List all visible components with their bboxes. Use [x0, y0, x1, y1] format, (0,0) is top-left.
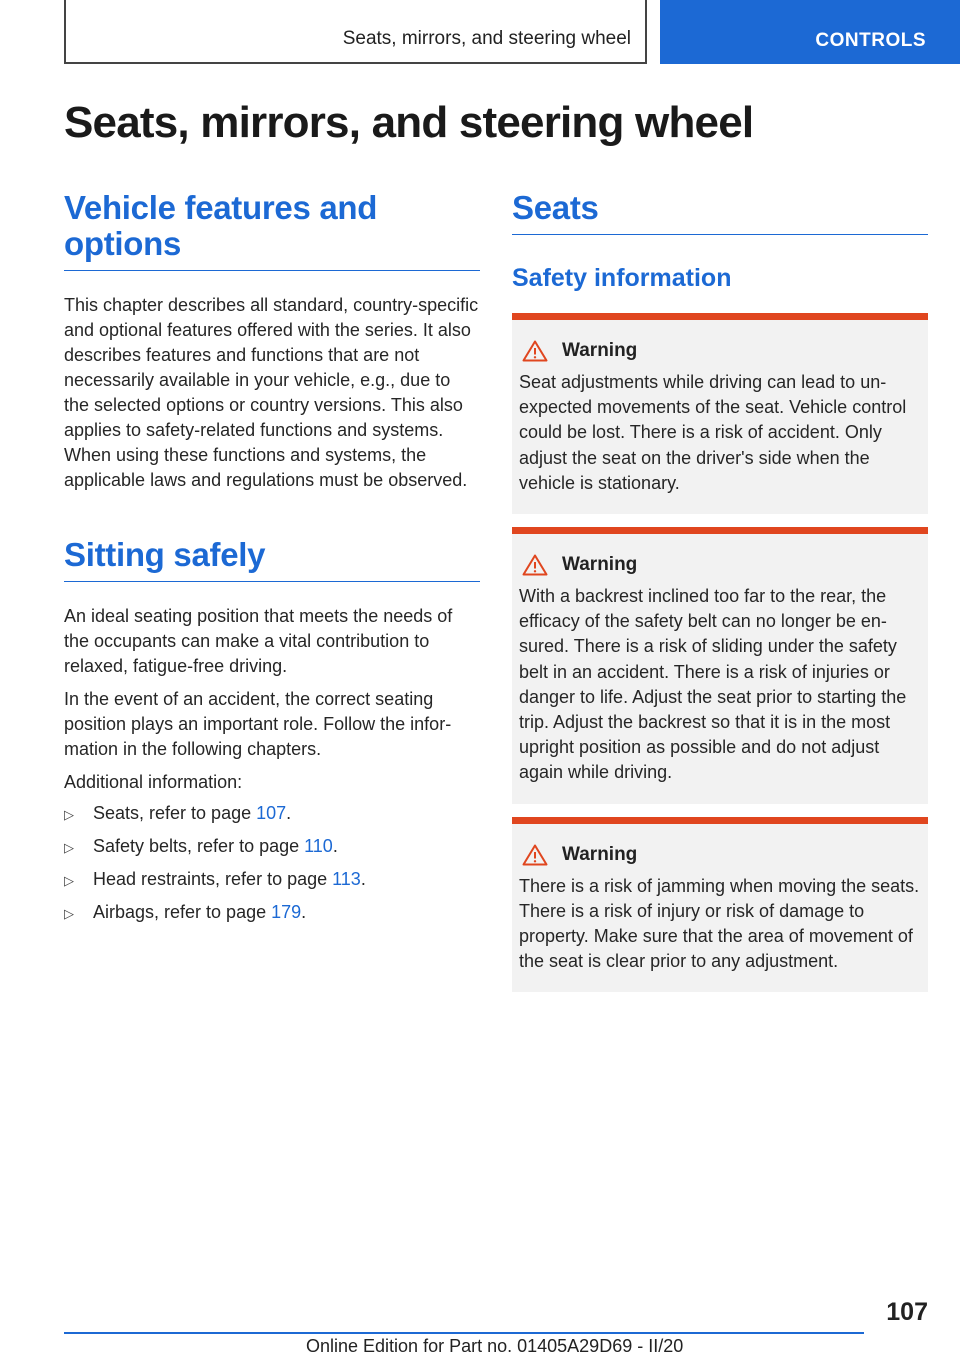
warning-title: Warning [562, 554, 638, 576]
warning-text: There is a risk of jamming when moving the seats. There is a risk of injury or risk of damage to property. Make sure that the area of movement of the seat is clear prior to any adjustment. [519, 875, 920, 972]
list-item-text: Safety belts, refer to page [93, 836, 305, 856]
page-link[interactable]: 110 [304, 836, 333, 856]
right-column [512, 190, 928, 992]
warning-triangle-icon [522, 554, 548, 576]
list-item-text: Airbags, refer to page [93, 902, 272, 922]
section-tab-label: CONTROLS [815, 30, 926, 51]
additional-info-label: Additional information: [64, 772, 243, 792]
warning-box [512, 527, 928, 804]
sitting-paragraph-2: In the event of an accident, the correct seating position plays an important role. Follow the information in the following chapters. [64, 689, 452, 759]
warning-text: With a backrest inclined too far to the rear, the efficacy of the safety belt can no longer be ensured. There is a risk of sliding under the safety belt in an accident. There is a risk of injuries or danger to life. Adjust the seat prior to starting the trip. Adjust the backrest so that it is in the most upright position as possible and do not adjust again while driving. [519, 586, 907, 783]
list-item-text: Seats, refer to page [93, 803, 257, 823]
warning-box [512, 313, 928, 514]
section-tab [660, 0, 960, 64]
warning-title: Warning [562, 340, 638, 361]
page-link[interactable]: 113 [332, 869, 361, 889]
left-column [64, 190, 480, 933]
warning-title: Warning [562, 843, 638, 865]
triangle-bullet-icon: ▷ [64, 906, 74, 921]
page-link[interactable]: 179 [271, 902, 302, 922]
sitting-safely-heading: Sitting safely [64, 537, 480, 582]
sitting-paragraph-1: An ideal seating position that meets the needs of the occupants can make a vital contribution to relaxed, fatigue-free driving. [64, 606, 453, 676]
triangle-bullet-icon: ▷ [64, 840, 74, 855]
warning-box [512, 817, 928, 993]
warning-text: Seat adjustments while driving can lead to unexpected movements of the seat. Vehicle control could be lost. There is a risk of accident. Only adjust the seat on the driver's side when the vehicle is stationary. [519, 372, 907, 493]
header-section-title: Seats, mirrors, and steering wheel [342, 28, 631, 49]
warning-triangle-icon [522, 844, 548, 866]
reference-list [64, 801, 480, 926]
page-link[interactable]: 107 [256, 803, 287, 823]
running-header [64, 0, 647, 64]
warning-triangle-icon [522, 340, 548, 362]
seats-heading: Seats [512, 190, 928, 235]
safety-information-heading: Safety information [512, 264, 732, 292]
page-number: 107 [886, 1298, 928, 1326]
list-item: ▷ Airbags, refer to page 179. [64, 900, 480, 926]
page-title: Seats, mirrors, and steering wheel [64, 98, 754, 147]
list-item: ▷ Head restraints, refer to page 113. [64, 867, 480, 893]
features-heading: Vehicle features and options [64, 190, 480, 271]
list-item-text: Head restraints, refer to page [93, 869, 333, 889]
footer-edition: Online Edition for Part no. 01405A29D69 - II/20 [306, 1336, 684, 1356]
features-paragraph: This chapter describes all standard, country-specific and optional features offered with the series. It also describes features and functions that are not necessarily available in your vehicle, e.g., due to the selected options or country versions. This also applies to safety-related functions and systems. When using these functions and systems, the applicable laws and regulations must be observed. [64, 295, 479, 490]
list-item: ▷ Seats, refer to page 107. [64, 801, 480, 827]
footer-divider [64, 1332, 864, 1334]
triangle-bullet-icon: ▷ [64, 873, 74, 888]
list-item: ▷ Safety belts, refer to page 110. [64, 834, 480, 860]
triangle-bullet-icon: ▷ [64, 807, 74, 822]
